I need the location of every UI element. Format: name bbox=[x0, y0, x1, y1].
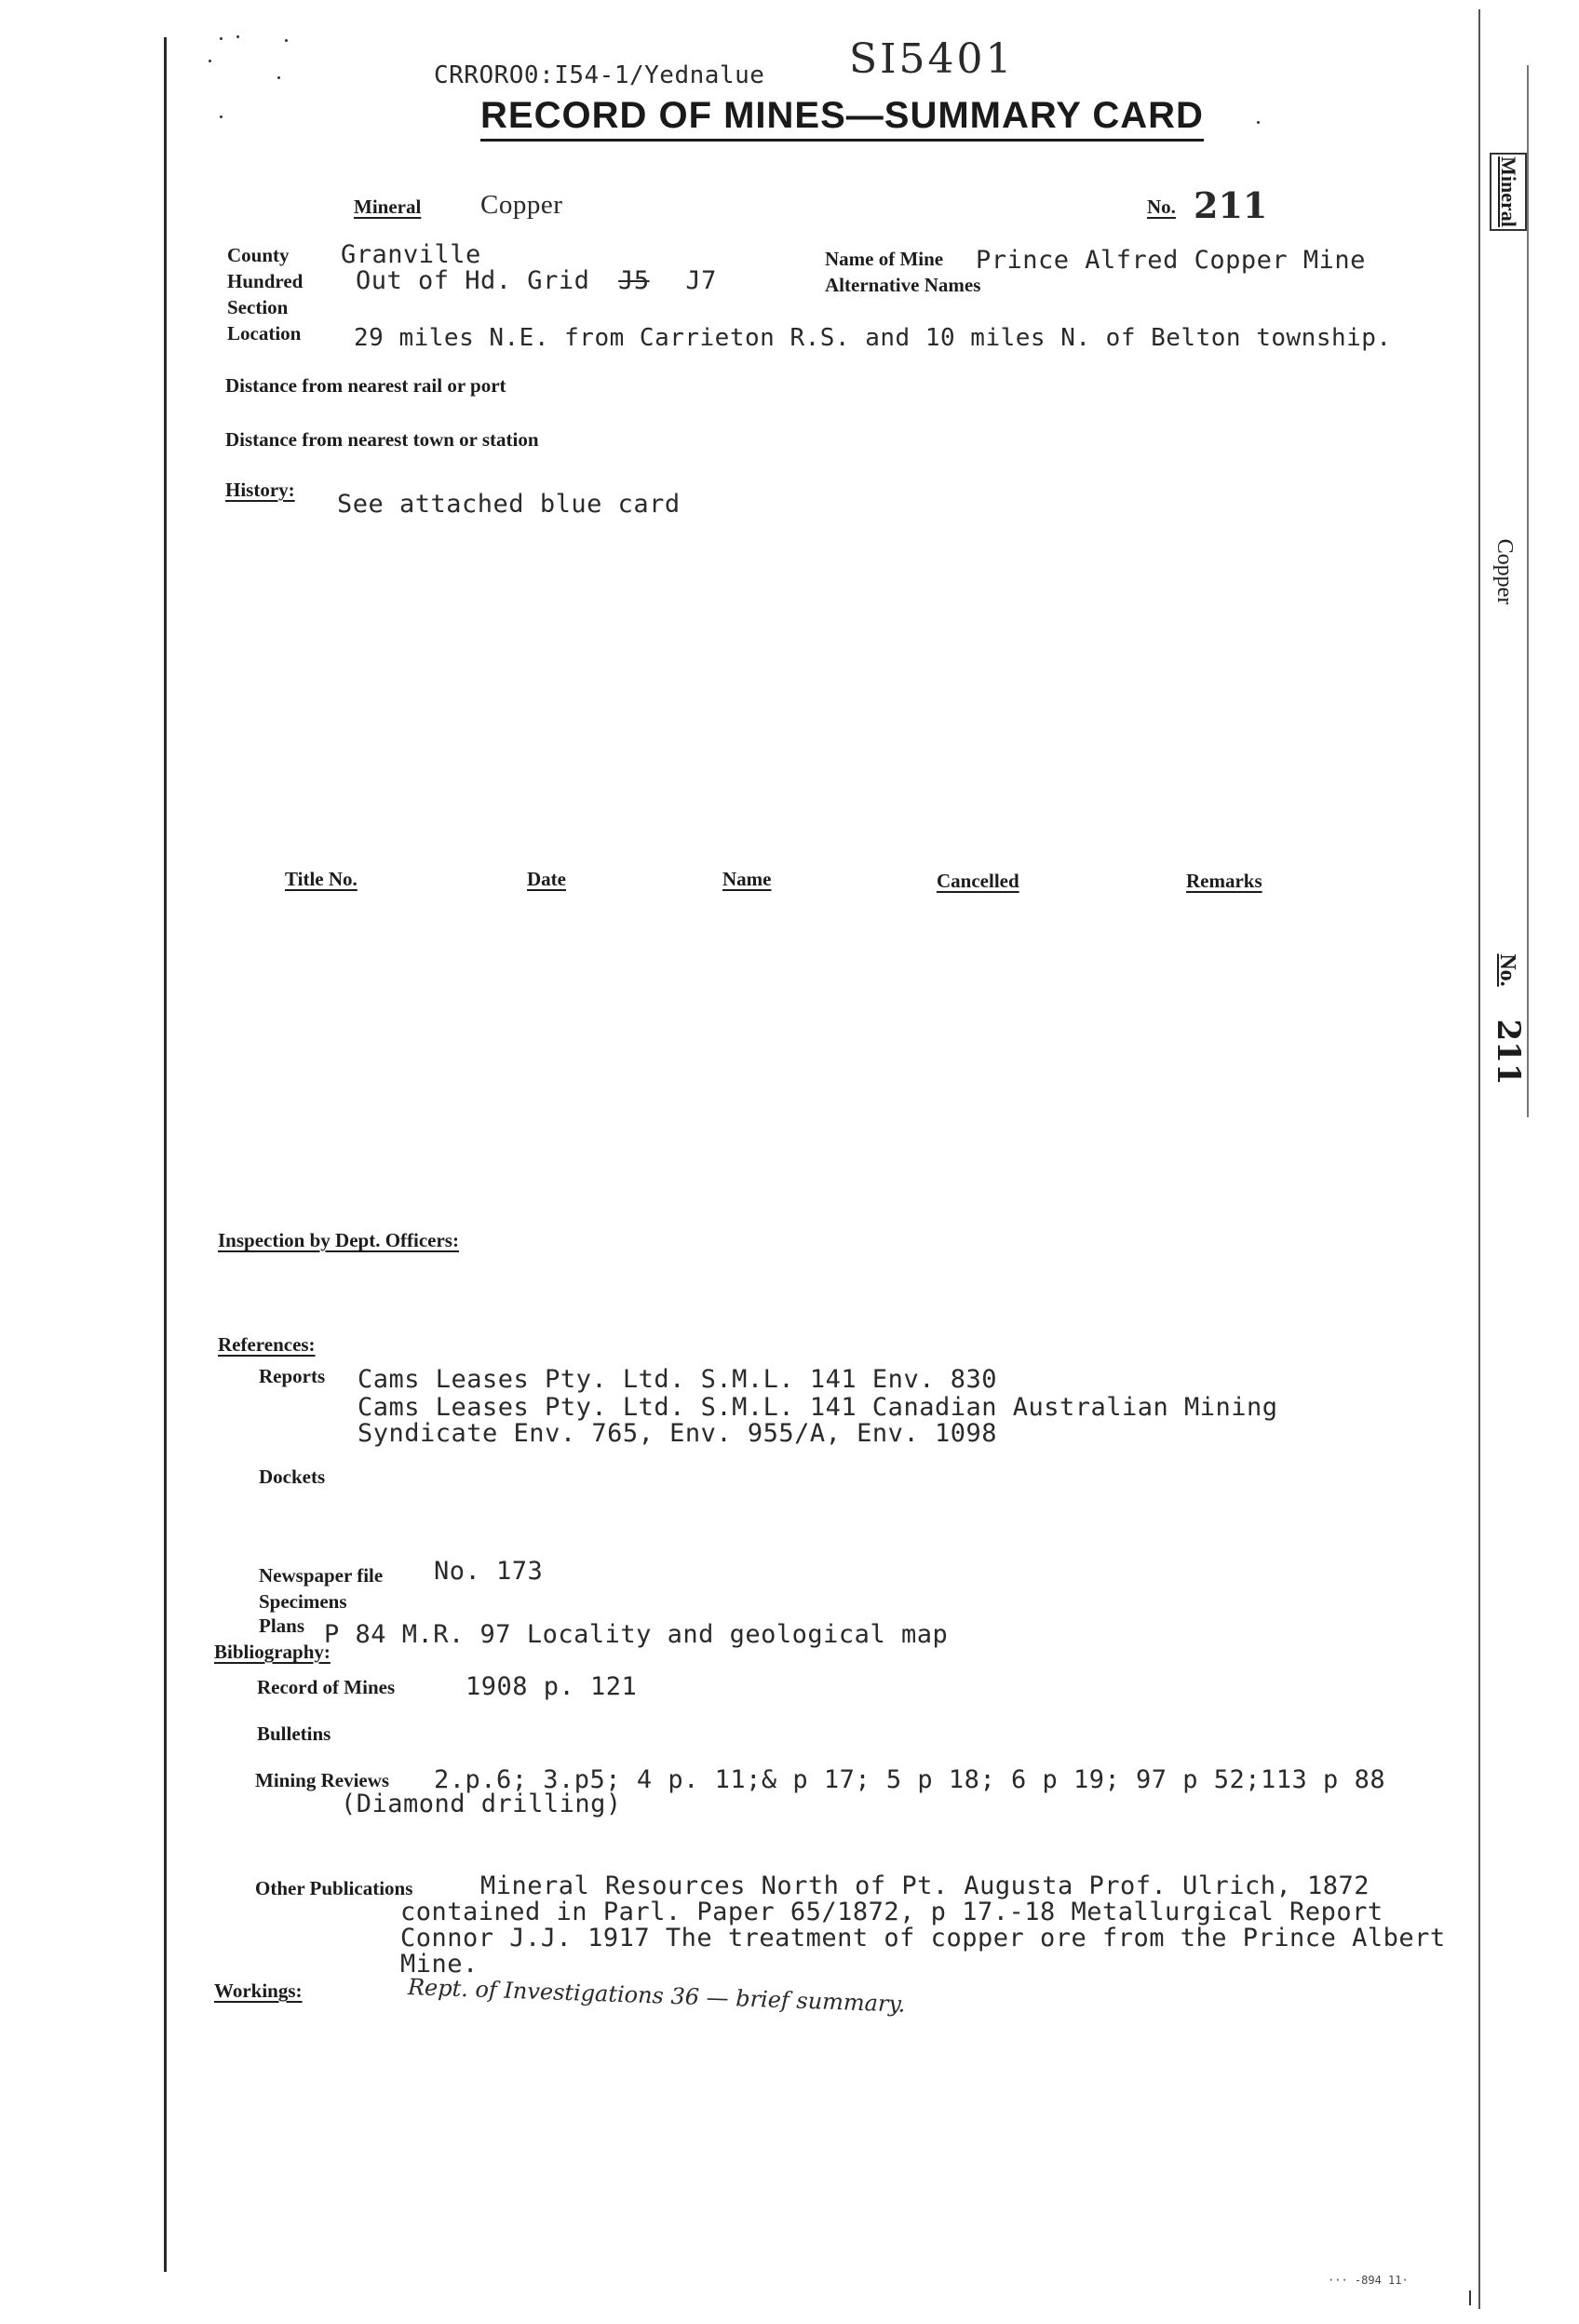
scan-speck bbox=[209, 60, 211, 62]
history-value: See attached blue card bbox=[337, 490, 681, 519]
scan-speck bbox=[1257, 121, 1260, 124]
hundred-value bbox=[356, 266, 717, 295]
mining-reviews-line-1: 2.p.6; 3.p5; 4 p. 11;& p 17; 5 p 18; 6 p 19; 97 p 52;113 p 88 bbox=[434, 1765, 1386, 1794]
other-pub-line-3: Connor J.J. 1917 The treatment of copper ore from the Prince Albert bbox=[400, 1924, 1446, 1952]
footer-tick bbox=[1469, 2290, 1471, 2305]
report-line-2: Cams Leases Pty. Ltd. S.M.L. 141 Canadian Australian Mining bbox=[358, 1393, 1278, 1422]
newspaper-value: No. 173 bbox=[434, 1557, 544, 1586]
other-pub-line-4: Mine. bbox=[400, 1950, 479, 1979]
record-of-mines-value: 1908 p. 121 bbox=[466, 1672, 638, 1701]
record-of-mines-label: Record of Mines bbox=[257, 1676, 396, 1698]
newspaper-label: Newspaper file bbox=[259, 1564, 384, 1587]
scan-speck bbox=[220, 115, 223, 118]
section-label: Section bbox=[227, 296, 289, 318]
col-cancelled: Cancelled bbox=[937, 870, 1019, 892]
side-tab-no-value: 211 bbox=[1490, 1019, 1527, 1086]
county-value: Granville bbox=[341, 240, 481, 269]
hundred-text: Out of Hd. Grid bbox=[356, 266, 590, 295]
location-label: Location bbox=[227, 322, 302, 345]
col-title-no: Title No. bbox=[285, 868, 358, 890]
side-tab-mineral-value: Copper bbox=[1492, 538, 1518, 605]
mine-name-label: Name of Mine bbox=[825, 248, 944, 270]
other-publications-label: Other Publications bbox=[255, 1877, 413, 1899]
footer-code: ··· -894 11· bbox=[1328, 2274, 1409, 2287]
scan-speck bbox=[277, 76, 280, 79]
side-tab-mineral-label: Mineral bbox=[1490, 153, 1527, 231]
reports-label: Reports bbox=[259, 1365, 326, 1387]
other-pub-line-1: Mineral Resources North of Pt. Augusta Prof. Ulrich, 1872 bbox=[480, 1871, 1370, 1900]
dockets-label: Dockets bbox=[259, 1466, 326, 1488]
scan-speck bbox=[236, 35, 239, 38]
bulletins-label: Bulletins bbox=[257, 1723, 331, 1745]
mining-reviews-line-2: (Diamond drilling) bbox=[341, 1790, 622, 1818]
number-value: 211 bbox=[1194, 184, 1268, 226]
scan-speck bbox=[220, 37, 223, 40]
workings-label: Workings: bbox=[214, 1979, 303, 2002]
hundred-label: Hundred bbox=[227, 270, 304, 292]
hundred-grid: J7 bbox=[685, 266, 717, 295]
bibliography-label: Bibliography: bbox=[214, 1641, 331, 1663]
hundred-struck-grid: J5 bbox=[618, 266, 650, 295]
side-tab-no-label: No. bbox=[1495, 953, 1520, 987]
handwritten-reference: SI5401 bbox=[849, 35, 1015, 83]
mine-name-value: Prince Alfred Copper Mine bbox=[976, 246, 1366, 275]
mining-reviews-label: Mining Reviews bbox=[255, 1769, 390, 1791]
right-card-edge-inner bbox=[1527, 65, 1529, 1117]
mineral-label: Mineral bbox=[354, 196, 422, 218]
report-line-1: Cams Leases Pty. Ltd. S.M.L. 141 Env. 830 bbox=[358, 1365, 997, 1394]
specimens-label: Specimens bbox=[259, 1590, 347, 1613]
county-label: County bbox=[227, 244, 290, 266]
col-remarks: Remarks bbox=[1186, 870, 1262, 892]
inspection-label: Inspection by Dept. Officers: bbox=[218, 1229, 459, 1251]
plans-value: P 84 M.R. 97 Locality and geological map bbox=[324, 1620, 949, 1649]
left-margin-line bbox=[164, 37, 167, 2272]
col-date: Date bbox=[527, 868, 566, 890]
workings-handwritten-note: Rept. of Investigations 36 — brief summary. bbox=[407, 1974, 906, 2018]
report-line-3: Syndicate Env. 765, Env. 955/A, Env. 1098 bbox=[358, 1419, 997, 1448]
other-pub-line-2: contained in Parl. Paper 65/1872, p 17.-18 Metallurgical Report bbox=[400, 1898, 1383, 1926]
mineral-value: Copper bbox=[480, 190, 563, 220]
dist-town-label: Distance from nearest town or station bbox=[225, 428, 539, 451]
history-label: History: bbox=[225, 479, 295, 501]
plans-label: Plans bbox=[259, 1615, 305, 1637]
col-name: Name bbox=[722, 868, 772, 890]
file-reference: CRRORO0:I54-1/Yednalue bbox=[434, 61, 765, 89]
scan-speck bbox=[285, 39, 288, 42]
location-value: 29 miles N.E. from Carrieton R.S. and 10 miles N. of Belton township. bbox=[354, 324, 1392, 352]
number-label: No. bbox=[1147, 196, 1176, 218]
dist-rail-label: Distance from nearest rail or port bbox=[225, 374, 506, 397]
alt-names-label: Alternative Names bbox=[825, 274, 981, 296]
card-title: RECORD OF MINES—SUMMARY CARD bbox=[480, 95, 1204, 142]
right-card-edge bbox=[1478, 9, 1480, 2309]
references-label: References: bbox=[218, 1333, 316, 1356]
